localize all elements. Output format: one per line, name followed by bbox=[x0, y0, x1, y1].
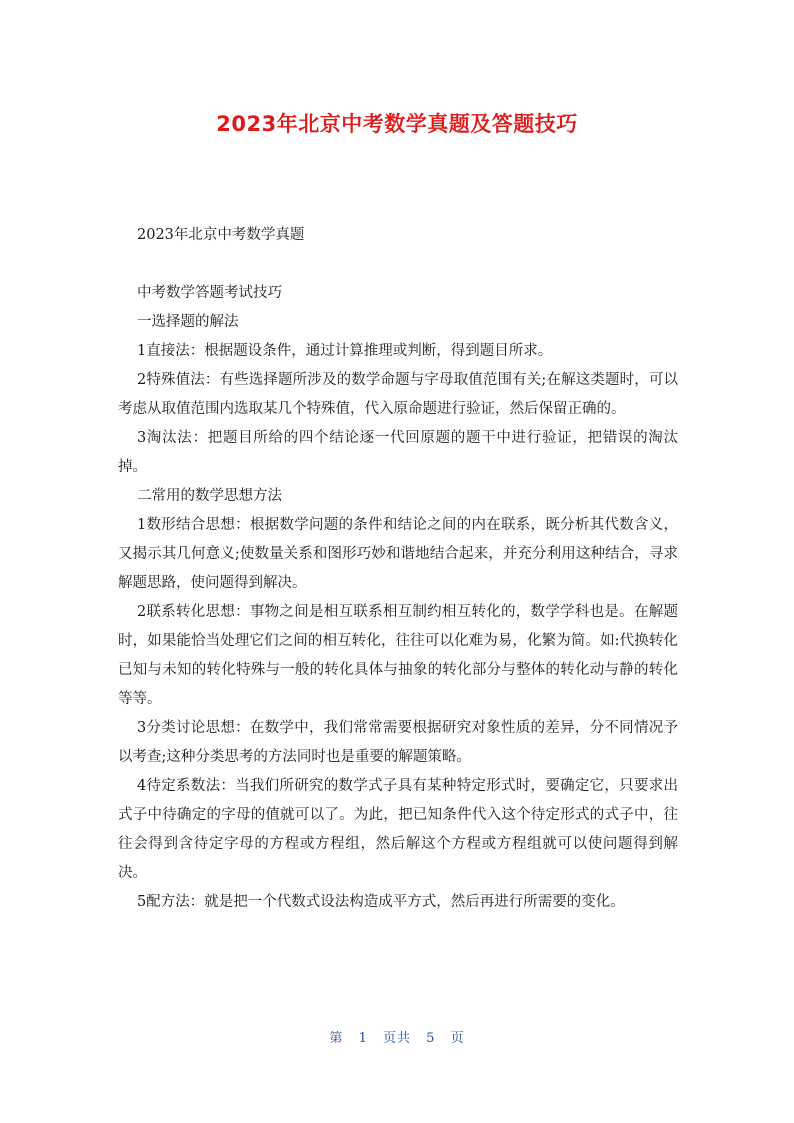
paragraph-classification-method: 3分类讨论思想：在数学中，我们常常需要根据研究对象性质的差异，分不同情况予以考查;这种分类思考的方法同时也是重要的解题策略。 bbox=[118, 720, 678, 765]
paragraph-completing-square-method: 5配方法：就是把一个代数式设法构造成平方式，然后再进行所需要的变化。 bbox=[137, 894, 625, 910]
paragraph-direct-method: 1直接法：根据题设条件，通过计算推理或判断，得到题目所求。 bbox=[137, 343, 553, 359]
footer-suffix: 页 bbox=[450, 1031, 465, 1046]
document-title: 2023年北京中考数学真题及答题技巧 bbox=[216, 112, 578, 136]
paragraph-tips-heading: 中考数学答题考试技巧 bbox=[137, 285, 282, 301]
paragraph-section-two-heading: 二常用的数学思想方法 bbox=[137, 488, 282, 504]
page-footer bbox=[0, 1027, 794, 1046]
document-body bbox=[118, 221, 678, 917]
footer-total-pages: 5 bbox=[426, 1031, 436, 1046]
paragraph-section-one-heading: 一选择题的解法 bbox=[137, 314, 239, 330]
footer-current-page: 1 bbox=[358, 1031, 368, 1046]
footer-prefix: 第 bbox=[329, 1031, 344, 1046]
paragraph-number-shape-method: 1数形结合思想：根据数学问题的条件和结论之间的内在联系，既分析其代数含义，又揭示其几何意义;使数量关系和图形巧妙和谐地结合起来，并充分利用这种结合，寻求解题思路，使问题得到解决。 bbox=[118, 517, 678, 591]
paragraph-undetermined-coefficient-method: 4待定系数法：当我们所研究的数学式子具有某种特定形式时，要确定它，只要求出式子中待确定的字母的值就可以了。为此，把已知条件代入这个待定形式的式子中，往往会得到含待定字母的方程或方程组，然后解这个方程或方程组就可以使问题得到解决。 bbox=[118, 778, 678, 881]
paragraph-transformation-method: 2联系转化思想：事物之间是相互联系相互制约相互转化的，数学学科也是。在解题时，如果能恰当处理它们之间的相互转化，往往可以化难为易，化繁为简。如:代换转化已知与未知的转化特殊与一般的转化具体与抽象的转化部分与整体的转化动与静的转化等等。 bbox=[118, 604, 678, 707]
paragraph-special-value-method: 2特殊值法：有些选择题所涉及的数学命题与字母取值范围有关;在解这类题时，可以考虑从取值范围内选取某几个特殊值，代入原命题进行验证，然后保留正确的。 bbox=[118, 372, 678, 417]
footer-middle: 页共 bbox=[382, 1031, 411, 1046]
paragraph-subtitle: 2023年北京中考数学真题 bbox=[137, 227, 305, 243]
paragraph-elimination-method: 3淘汰法：把题目所给的四个结论逐一代回原题的题干中进行验证，把错误的淘汰掉。 bbox=[118, 430, 678, 475]
